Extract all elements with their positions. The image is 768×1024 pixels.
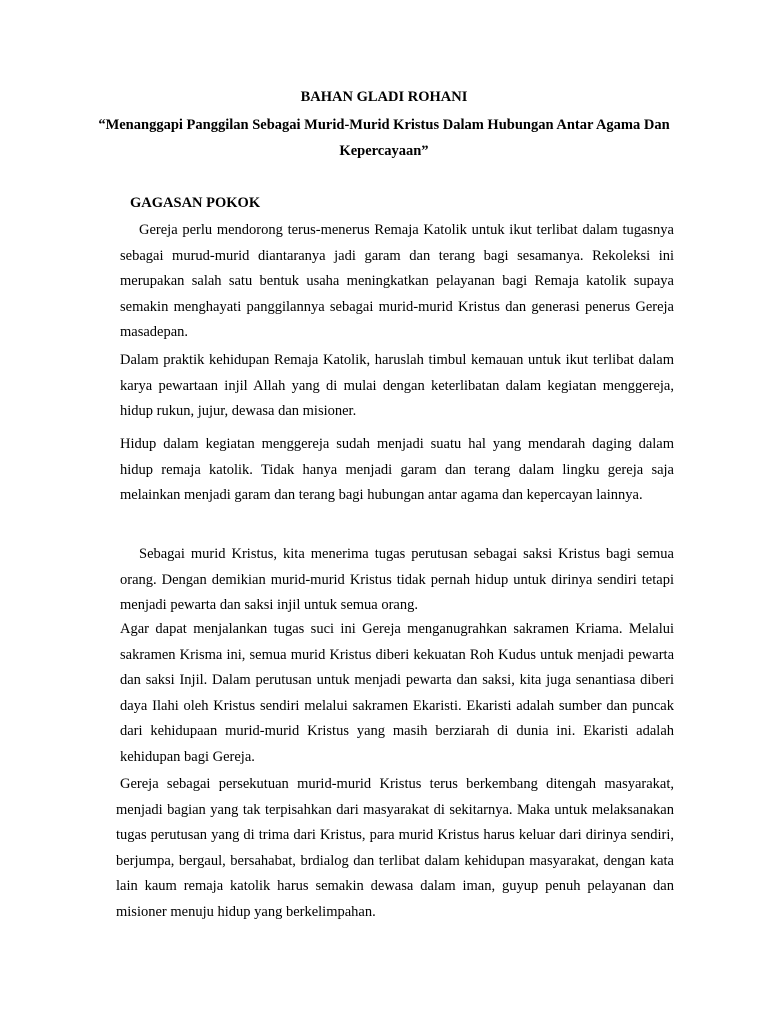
paragraph-2: Dalam praktik kehidupan Remaja Katolik, haruslah timbul kemauan untuk ikut terlibat dalam karya pewartaan injil Allah yang di mulai dengan keterlibatan dalam kegiatan menggereja, hidup rukun, jujur, dewasa dan misioner. <box>120 352 674 419</box>
paragraph-5: Agar dapat menjalankan tugas suci ini Gereja menganugrahkan sakramen Kriama. Melalui sakramen Krisma ini, semua murid Kristus diberi kekuatan Roh Kudus untuk menjadi pewarta dan saksi Injil. Dalam perutusan untuk menjadi pewarta dan saksi, kita juga senantiasa diberi daya Ilahi oleh Kristus sendiri melalui sakramen Ekaristi. Ekaristi adalah sumber dan puncak dari kehidupaan murid-murid Kristus yang masih berziarah di dunia ini. Ekaristi adalah kehidupan bagi Gereja. <box>120 621 674 765</box>
document-subtitle: “Menanggapi Panggilan Sebagai Murid-Murid Kristus Dalam Hubungan Antar Agama Dan Kepercayaan” <box>98 117 670 159</box>
paragraph-6: Gereja sebagai persekutuan murid-murid Kristus terus berkembang ditengah masyarakat, menjadi bagian yang tak terpisahkan dari masyarakat di sekitarnya. Maka untuk melaksanakan tugas perutusan yang di trima dari Kristus, para murid Kristus harus keluar dari dirinya sendiri, berjumpa, bergaul, bersahabat, brdialog dan terlibat dalam kehidupan masyarakat, dengan kata lain kaum remaja katolik harus semakin dewasa dalam iman, guyup penuh pelayanan dan misioner menuju hidup yang berkelimpahan. <box>116 776 674 920</box>
document-title: BAHAN GLADI ROHANI <box>300 89 468 105</box>
section-heading: GAGASAN POKOK <box>130 195 261 211</box>
paragraph-3: Hidup dalam kegiatan menggereja sudah menjadi suatu hal yang mendarah daging dalam hidup remaja katolik. Tidak hanya menjadi garam dan terang dalam lingku gereja saja melainkan menjadi garam dan terang bagi hubungan antar agama dan kepercayan lainnya. <box>120 436 674 503</box>
paragraph-1: Gereja perlu mendorong terus-menerus Remaja Katolik untuk ikut terlibat dalam tugasnya sebagai murud-murid diantaranya jadi garam dan terang bagi sesamanya. Rekoleksi ini merupakan salah satu bentuk usaha meningkatkan pelayanan bagi Remaja katolik supaya semakin menghayati panggilannya sebagai murid-murid Kristus dan generasi penerus Gereja masadepan. <box>120 222 674 340</box>
paragraph-4: Sebagai murid Kristus, kita menerima tugas perutusan sebagai saksi Kristus bagi semua orang. Dengan demikian murid-murid Kristus tidak pernah hidup untuk dirinya sendiri tetapi menjadi pewarta dan saksi injil untuk semua orang. <box>120 546 674 613</box>
